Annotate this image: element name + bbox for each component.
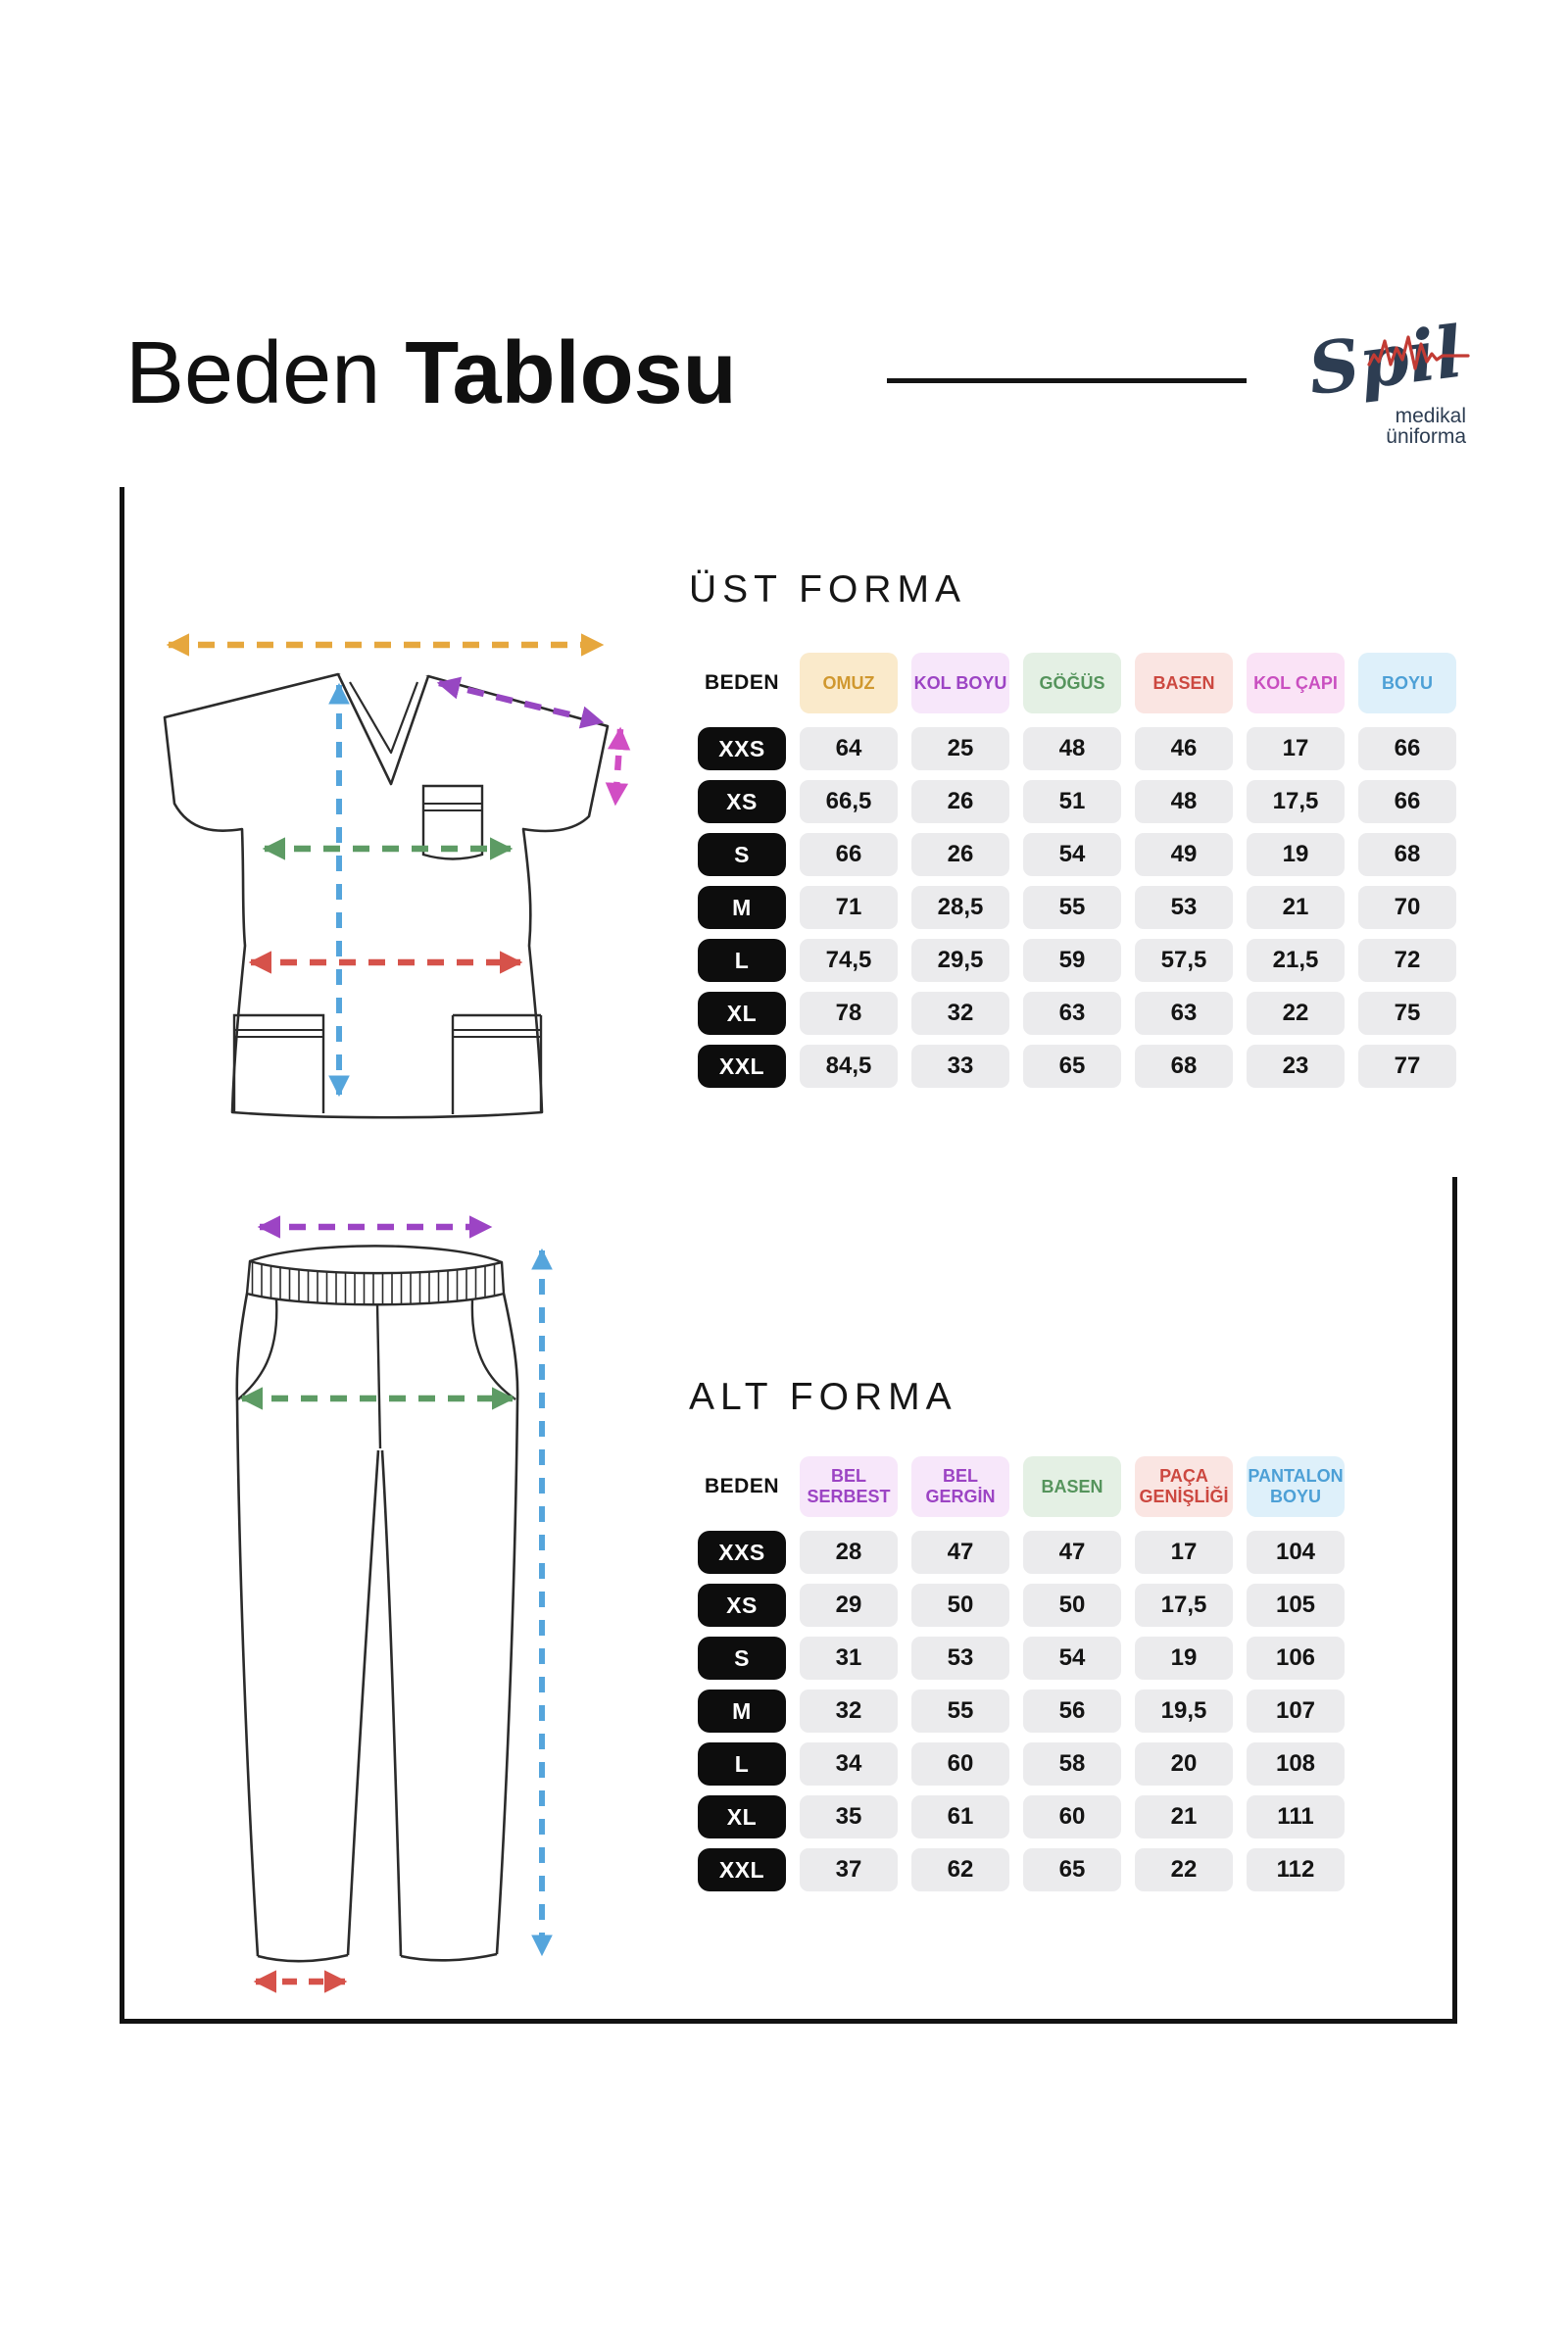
pants-right-leg-inner <box>382 1450 401 1956</box>
size-pill: S <box>698 833 786 876</box>
value-cell: 50 <box>1023 1584 1121 1627</box>
value-cell: 66 <box>800 833 898 876</box>
pants-left-leg-hem <box>258 1955 348 1961</box>
alt-header-beden: BEDEN <box>704 1475 779 1497</box>
value-cell: 107 <box>1247 1690 1345 1733</box>
value-cell: 26 <box>911 833 1009 876</box>
value-cell: 46 <box>1135 727 1233 770</box>
page-title-regular: Beden <box>125 324 381 422</box>
value-cell: 68 <box>1135 1045 1233 1088</box>
brand-logo <box>1303 309 1470 451</box>
value-cell: 54 <box>1023 833 1121 876</box>
value-cell: 34 <box>800 1742 898 1786</box>
value-cell: 28 <box>800 1531 898 1574</box>
value-cell: 59 <box>1023 939 1121 982</box>
heartbeat-ecg-icon <box>1365 331 1473 382</box>
table-row <box>698 1848 1345 1891</box>
table-row <box>698 833 1456 876</box>
value-cell: 62 <box>911 1848 1009 1891</box>
value-cell: 21 <box>1247 886 1345 929</box>
alt-header-bel-gergin: BEL GERGİN <box>911 1456 1009 1517</box>
value-cell: 32 <box>800 1690 898 1733</box>
value-cell: 55 <box>1023 886 1121 929</box>
pants-center-seam <box>377 1303 380 1448</box>
pants-left-leg-inner <box>348 1450 378 1955</box>
ust-header-basen: BASEN <box>1135 653 1233 713</box>
value-cell: 48 <box>1135 780 1233 823</box>
value-cell: 33 <box>911 1045 1009 1088</box>
table-row <box>698 727 1456 770</box>
table-row <box>698 1531 1345 1574</box>
value-cell: 68 <box>1358 833 1456 876</box>
table-row <box>698 1584 1345 1627</box>
value-cell: 108 <box>1247 1742 1345 1786</box>
value-cell: 20 <box>1135 1742 1233 1786</box>
alt-header-paca-genisligi: PAÇA GENİŞLİĞİ <box>1135 1456 1233 1517</box>
value-cell: 78 <box>800 992 898 1035</box>
page-title <box>125 324 737 422</box>
size-pill: M <box>698 1690 786 1733</box>
size-pill: XS <box>698 780 786 823</box>
size-pill: XXS <box>698 727 786 770</box>
ust-header-beden: BEDEN <box>704 671 779 694</box>
size-pill: XXS <box>698 1531 786 1574</box>
page-title-bold: Tablosu <box>405 324 737 422</box>
ust-forma-section-title: ÜST FORMA <box>689 568 966 611</box>
value-cell: 57,5 <box>1135 939 1233 982</box>
value-cell: 48 <box>1023 727 1121 770</box>
pants-waist-opening <box>250 1246 502 1262</box>
value-cell: 55 <box>911 1690 1009 1733</box>
pants-right-leg-hem <box>401 1954 497 1960</box>
value-cell: 105 <box>1247 1584 1345 1627</box>
ust-header-kol-capi: KOL ÇAPI <box>1247 653 1345 713</box>
frame-right-border <box>1452 1177 1457 2024</box>
value-cell: 53 <box>1135 886 1233 929</box>
value-cell: 66 <box>1358 780 1456 823</box>
scrub-top-diagram <box>142 627 642 1122</box>
size-pill: XL <box>698 992 786 1035</box>
ust-forma-table <box>698 653 1456 1088</box>
value-cell: 106 <box>1247 1637 1345 1680</box>
table-row <box>698 992 1456 1035</box>
kol-capi-sleeve-width-arrow <box>615 729 620 804</box>
value-cell: 74,5 <box>800 939 898 982</box>
value-cell: 54 <box>1023 1637 1121 1680</box>
value-cell: 104 <box>1247 1531 1345 1574</box>
alt-forma-header-row <box>698 1456 1345 1517</box>
value-cell: 19 <box>1135 1637 1233 1680</box>
alt-forma-section-title: ALT FORMA <box>689 1376 957 1418</box>
value-cell: 70 <box>1358 886 1456 929</box>
size-pill: L <box>698 1742 786 1786</box>
value-cell: 25 <box>911 727 1009 770</box>
value-cell: 84,5 <box>800 1045 898 1088</box>
ust-header-omuz: OMUZ <box>800 653 898 713</box>
size-pill: XXL <box>698 1045 786 1088</box>
brand-logo-subtitle-1: medikal <box>1395 405 1466 427</box>
size-pill: S <box>698 1637 786 1680</box>
size-pill: M <box>698 886 786 929</box>
alt-header-basen: BASEN <box>1023 1456 1121 1517</box>
value-cell: 47 <box>1023 1531 1121 1574</box>
value-cell: 17 <box>1135 1531 1233 1574</box>
ust-header-kol-boyu: KOL BOYU <box>911 653 1009 713</box>
size-pill: XL <box>698 1795 786 1838</box>
alt-forma-table <box>698 1456 1345 1891</box>
ust-forma-header-row <box>698 653 1456 713</box>
value-cell: 22 <box>1135 1848 1233 1891</box>
value-cell: 22 <box>1247 992 1345 1035</box>
value-cell: 37 <box>800 1848 898 1891</box>
pants-waistband-ribbing <box>247 1261 504 1304</box>
brand-logo-subtitle-2: üniforma <box>1386 425 1466 448</box>
value-cell: 66 <box>1358 727 1456 770</box>
value-cell: 17,5 <box>1135 1584 1233 1627</box>
size-pill: XXL <box>698 1848 786 1891</box>
value-cell: 21 <box>1135 1795 1233 1838</box>
value-cell: 111 <box>1247 1795 1345 1838</box>
value-cell: 17,5 <box>1247 780 1345 823</box>
value-cell: 28,5 <box>911 886 1009 929</box>
alt-header-pantalon-boyu: PANTALON BOYU <box>1247 1456 1345 1517</box>
ust-header-boyu: BOYU <box>1358 653 1456 713</box>
table-row <box>698 939 1456 982</box>
value-cell: 56 <box>1023 1690 1121 1733</box>
size-pill: XS <box>698 1584 786 1627</box>
value-cell: 47 <box>911 1531 1009 1574</box>
table-row <box>698 1045 1456 1088</box>
table-row <box>698 1637 1345 1680</box>
frame-bottom-border <box>120 2019 1457 2024</box>
value-cell: 32 <box>911 992 1009 1035</box>
value-cell: 72 <box>1358 939 1456 982</box>
brand-logo-wordmark: Spil <box>1303 309 1467 412</box>
value-cell: 21,5 <box>1247 939 1345 982</box>
value-cell: 63 <box>1023 992 1121 1035</box>
pants-left-leg-outer <box>237 1294 258 1956</box>
table-row <box>698 1795 1345 1838</box>
value-cell: 29,5 <box>911 939 1009 982</box>
value-cell: 61 <box>911 1795 1009 1838</box>
value-cell: 60 <box>1023 1795 1121 1838</box>
size-pill: L <box>698 939 786 982</box>
value-cell: 75 <box>1358 992 1456 1035</box>
table-row <box>698 1690 1345 1733</box>
value-cell: 60 <box>911 1742 1009 1786</box>
value-cell: 65 <box>1023 1045 1121 1088</box>
value-cell: 77 <box>1358 1045 1456 1088</box>
table-row <box>698 1742 1345 1786</box>
value-cell: 23 <box>1247 1045 1345 1088</box>
scrub-pants-diagram <box>137 1210 578 1994</box>
alt-header-bel-serbest: BEL SERBEST <box>800 1456 898 1517</box>
value-cell: 64 <box>800 727 898 770</box>
ust-header-gogus: GÖĞÜS <box>1023 653 1121 713</box>
value-cell: 17 <box>1247 727 1345 770</box>
value-cell: 58 <box>1023 1742 1121 1786</box>
value-cell: 51 <box>1023 780 1121 823</box>
value-cell: 26 <box>911 780 1009 823</box>
value-cell: 50 <box>911 1584 1009 1627</box>
value-cell: 35 <box>800 1795 898 1838</box>
value-cell: 31 <box>800 1637 898 1680</box>
value-cell: 53 <box>911 1637 1009 1680</box>
value-cell: 71 <box>800 886 898 929</box>
value-cell: 112 <box>1247 1848 1345 1891</box>
value-cell: 63 <box>1135 992 1233 1035</box>
table-row <box>698 886 1456 929</box>
value-cell: 49 <box>1135 833 1233 876</box>
value-cell: 66,5 <box>800 780 898 823</box>
value-cell: 19,5 <box>1135 1690 1233 1733</box>
value-cell: 19 <box>1247 833 1345 876</box>
value-cell: 29 <box>800 1584 898 1627</box>
value-cell: 65 <box>1023 1848 1121 1891</box>
table-row <box>698 780 1456 823</box>
title-divider-line <box>887 378 1247 383</box>
frame-left-border <box>120 487 124 2024</box>
